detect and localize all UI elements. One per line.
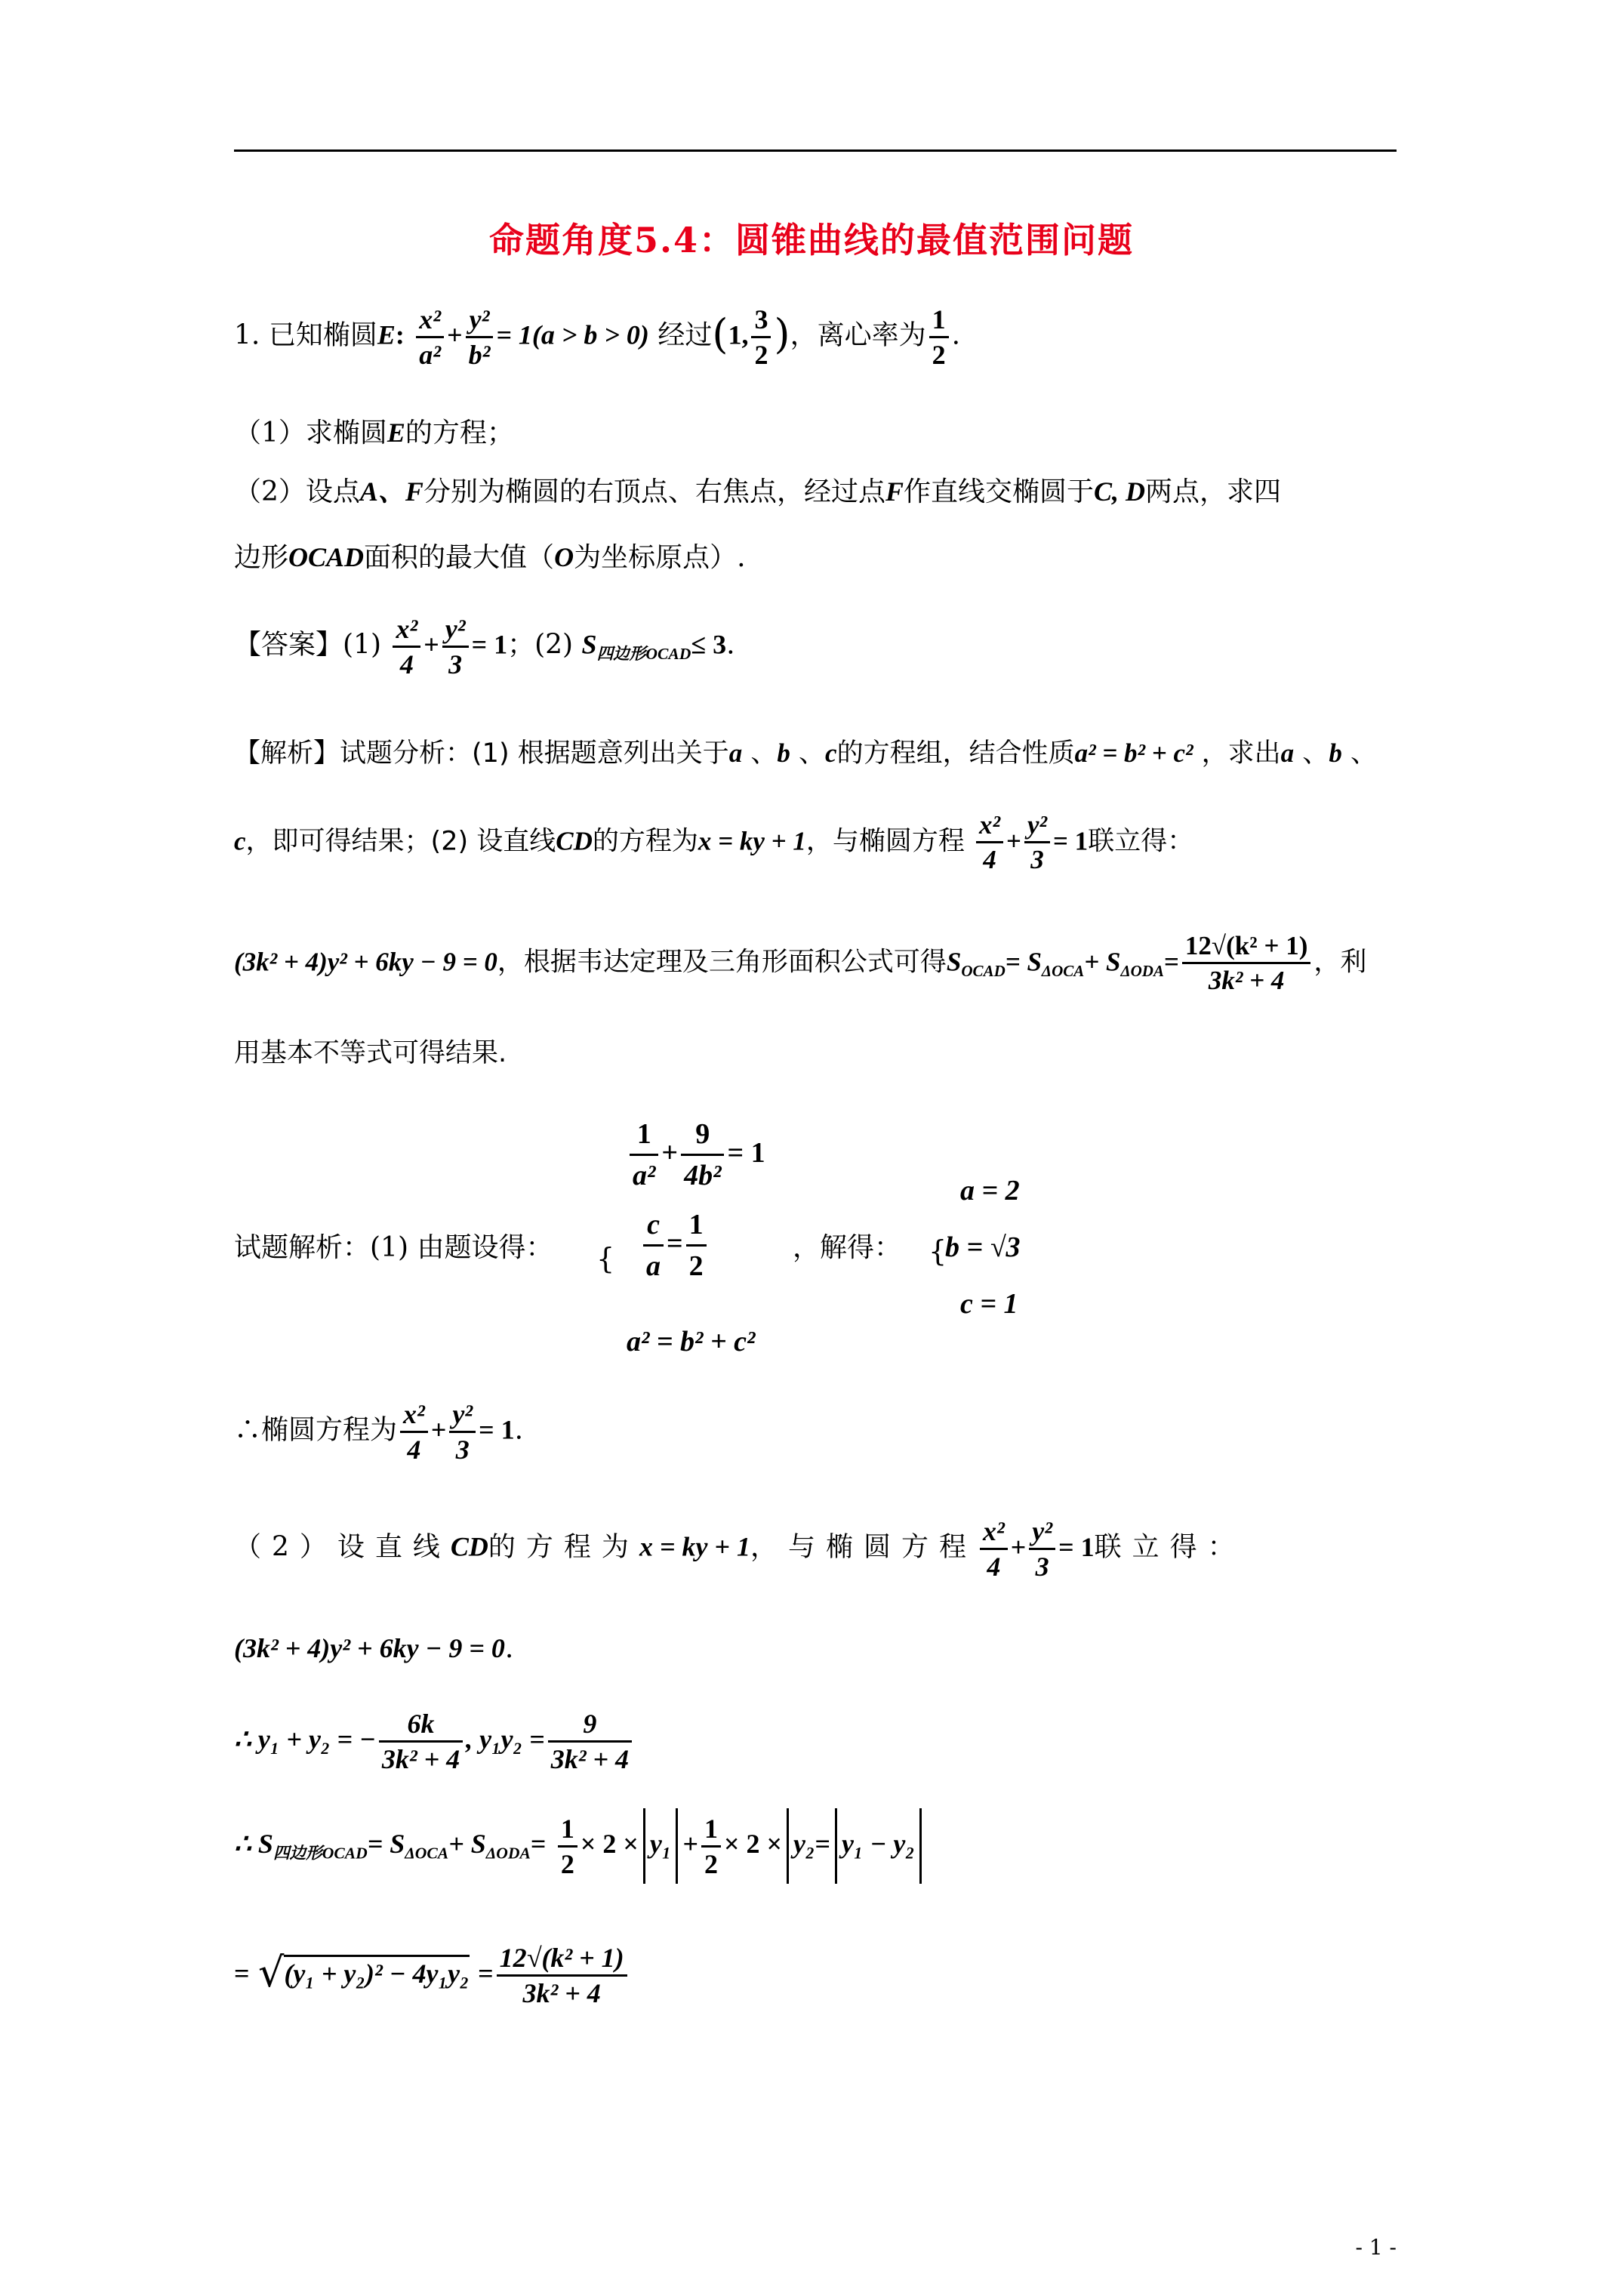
question-1-part-2-cont: 边形OCAD面积的最大值（O为坐标原点）.: [234, 542, 746, 573]
ellipse-equation: ∴椭圆方程为 $\frac{\text{x²}}{4}$ + $\frac{\text{y²}}{3}$ = 1.: [234, 1399, 524, 1465]
answer-tag: 【答案】: [234, 629, 343, 661]
analysis-line-1: 【解析】试题分析：(1) 根据题意列出关于a 、b 、c的方程组，结合性质a² = b² + c² ，求出a 、b 、: [234, 738, 1377, 769]
analysis-line-3: (3k² + 4)y² + 6ky − 9 = 0，根据韦达定理及三角形面积公式可得$S_{OCAD}= S_{\Delta OCA}+ S_{\Delta ODA}=$ $\frac{\text{12√(k² + 1)}}{\text{3k² + 4}}$ ，利: [234, 931, 1367, 995]
analysis-line-2: c，即可得结果；(2) 设直线CD的方程为x = ky + 1，与椭圆方程 $\frac{\text{x²}}{4}$ + $\frac{\text{y²}}{3}$ = 1联立得：: [234, 810, 1194, 874]
part-2-line: （2）设直线CD的方程为x = ky + 1，与椭圆方程 $\frac{\text{x²}}{4}$ + $\frac{\text{y²}}{3}$ = 1联立得：: [234, 1516, 1246, 1582]
analysis-tag: 【解析】: [234, 738, 340, 769]
answer-line: 【答案】(1) $\frac{\text{x²}}{4}$ + $\frac{\text{y²}}{3}$ = 1；(2) $S_{四边形OCAD}\le 3$.: [234, 614, 735, 680]
question-1-part-2: （2）设点A、F分别为椭圆的右顶点、右焦点，经过点F作直线交椭圆于C, D两点，求四: [234, 476, 1282, 507]
header-rule: [234, 149, 1397, 152]
question-number: 1.: [234, 319, 260, 351]
quadratic-equation: (3k² + 4)y² + 6ky − 9 = 0.: [234, 1633, 514, 1664]
solution-label: 试题解析：(1) 由题设得：: [234, 1232, 553, 1263]
question-1-part-1: （1）求椭圆E的方程；: [234, 418, 514, 448]
page-title: 命题角度5.4：圆锥曲线的最值范围问题: [488, 220, 1135, 260]
vieta-formulas: ∴ y₁ + y₂ = − $\frac{6k}{\text{3k² + 4}}$ , y₁y₂ = $\frac{9}{\text{3k² + 4}}$: [234, 1710, 635, 1773]
area-formula: ∴ $S_{四边形OCAD}= S_{\Delta OCA}+ S_{\Delta ODA}=$ $\frac{1}{2}$ × 2 × y₁ + $\frac{1}{2}$ × 2 × y₂= y₁ − y₂: [234, 1808, 926, 1884]
question-1: 1. 已知椭圆E: $\frac{\text{x²}}{\text{a²}}$ + $\frac{\text{y²}}{\text{b²}}$ = 1(a > b > 0) 经过(1, $\frac{3}{2}$ )，离心率为 $\frac{1}{2}$ .: [234, 304, 961, 370]
final-formula: = √(y₁ + y₂)² − 4y₁y₂ = $\frac{\text{12√(k² + 1)}}{\text{3k² + 4}}$: [234, 1944, 630, 2007]
solved-label: ，解得：: [793, 1232, 902, 1263]
analysis-line-4: 用基本不等式可得结果.: [234, 1038, 507, 1068]
page-number: - 1 -: [1355, 2235, 1397, 2260]
